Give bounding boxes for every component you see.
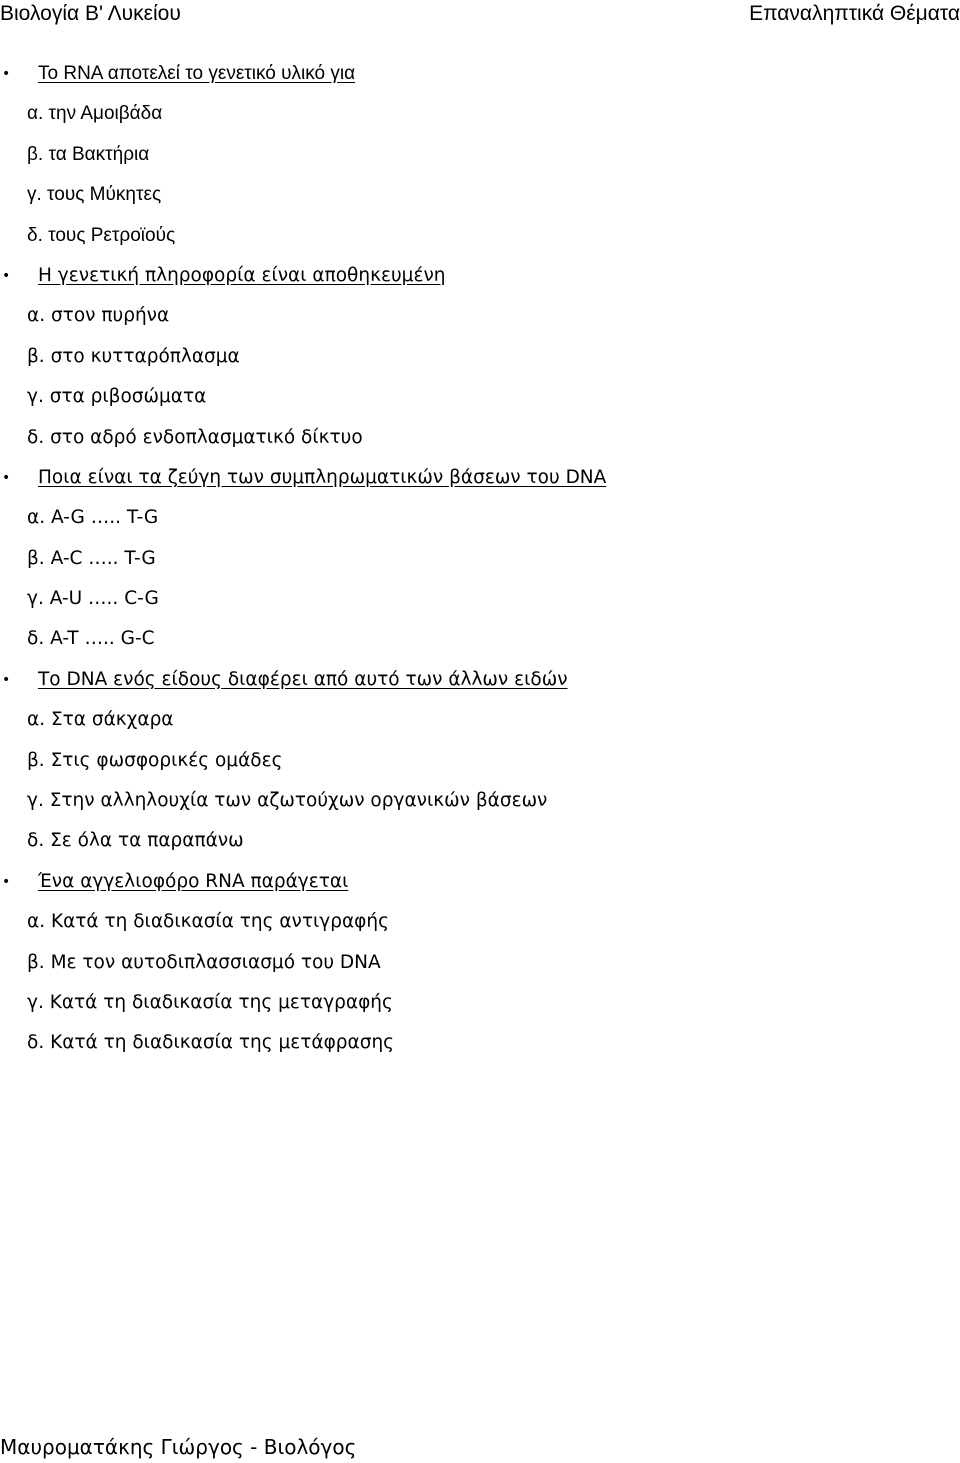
option-d: δ. Κατά τη διαδικασία της μετάφρασης xyxy=(27,1032,395,1054)
question-text: Ένα αγγελιοφόρο RNA παράγεται xyxy=(38,870,349,892)
option-list xyxy=(0,700,960,862)
option-a: α. στον πυρήνα xyxy=(27,305,170,327)
option-b: β. Με τον αυτοδιπλασσιασμό του DNA xyxy=(27,951,381,973)
option-c: γ. Στην αλληλουχία των αζωτούχων οργανικών βάσεων xyxy=(27,790,548,812)
option-a: α. Στα σάκχαρα xyxy=(27,709,174,731)
option-b: β. A-C ….. T-G xyxy=(27,547,156,569)
option-list xyxy=(0,94,960,256)
option-d: δ. στο αδρό ενδοπλασματικό δίκτυο xyxy=(27,426,363,448)
question-text: Ποια είναι τα ζεύγη των συμπληρωματικών βάσεων του DNA xyxy=(38,466,607,488)
bullet-icon: • xyxy=(2,671,11,688)
option-list xyxy=(0,902,960,1064)
option-d: δ. A-T ….. G-C xyxy=(27,628,155,650)
question-list xyxy=(0,54,960,1064)
question-1 xyxy=(0,54,960,256)
option-a: α. Κατά τη διαδικασία της αντιγραφής xyxy=(27,911,389,933)
bullet-icon: • xyxy=(2,873,11,890)
page-header xyxy=(0,0,960,30)
bullet-icon: • xyxy=(2,267,11,284)
question-stem xyxy=(0,458,960,498)
bullet-icon: • xyxy=(2,469,11,486)
document-title: Επαναληπτικά Θέματα xyxy=(749,2,960,25)
question-text: Το RNA αποτελεί το γενετικό υλικό για xyxy=(38,63,356,84)
option-c: γ. A-U ….. C-G xyxy=(27,588,159,610)
question-stem xyxy=(0,256,960,296)
question-stem xyxy=(0,54,960,94)
option-c: γ. Κατά τη διαδικασία της μεταγραφής xyxy=(27,991,393,1013)
option-c: γ. τους Μύκητες xyxy=(27,184,162,206)
course-title: Βιολογία Β' Λυκείου xyxy=(0,2,181,25)
question-stem xyxy=(0,660,960,700)
option-d: δ. Σε όλα τα παραπάνω xyxy=(27,830,244,852)
question-text: Το DNA ενός είδους διαφέρει από αυτό των άλλων ειδών xyxy=(38,668,568,690)
bullet-icon: • xyxy=(2,66,11,82)
author-footer: Μαυροματάκης Γιώργος - Βιολόγος xyxy=(0,1435,357,1459)
option-a: α. A-G ….. T-G xyxy=(27,507,159,529)
question-stem xyxy=(0,862,960,902)
option-list xyxy=(0,296,960,458)
option-d: δ. τους Ρετροϊούς xyxy=(27,224,176,246)
question-text: Η γενετική πληροφορία είναι αποθηκευμένη xyxy=(38,264,446,286)
question-2 xyxy=(0,256,960,458)
option-list xyxy=(0,498,960,660)
option-b: β. Στις φωσφορικές ομάδες xyxy=(27,749,283,771)
option-a: α. την Αμοιβάδα xyxy=(27,103,163,125)
option-b: β. στο κυτταρόπλασμα xyxy=(27,345,240,367)
question-5 xyxy=(0,862,960,1064)
option-c: γ. στα ριβοσώματα xyxy=(27,386,207,408)
question-3 xyxy=(0,458,960,660)
question-4 xyxy=(0,660,960,862)
option-b: β. τα Βακτήρια xyxy=(27,143,150,165)
